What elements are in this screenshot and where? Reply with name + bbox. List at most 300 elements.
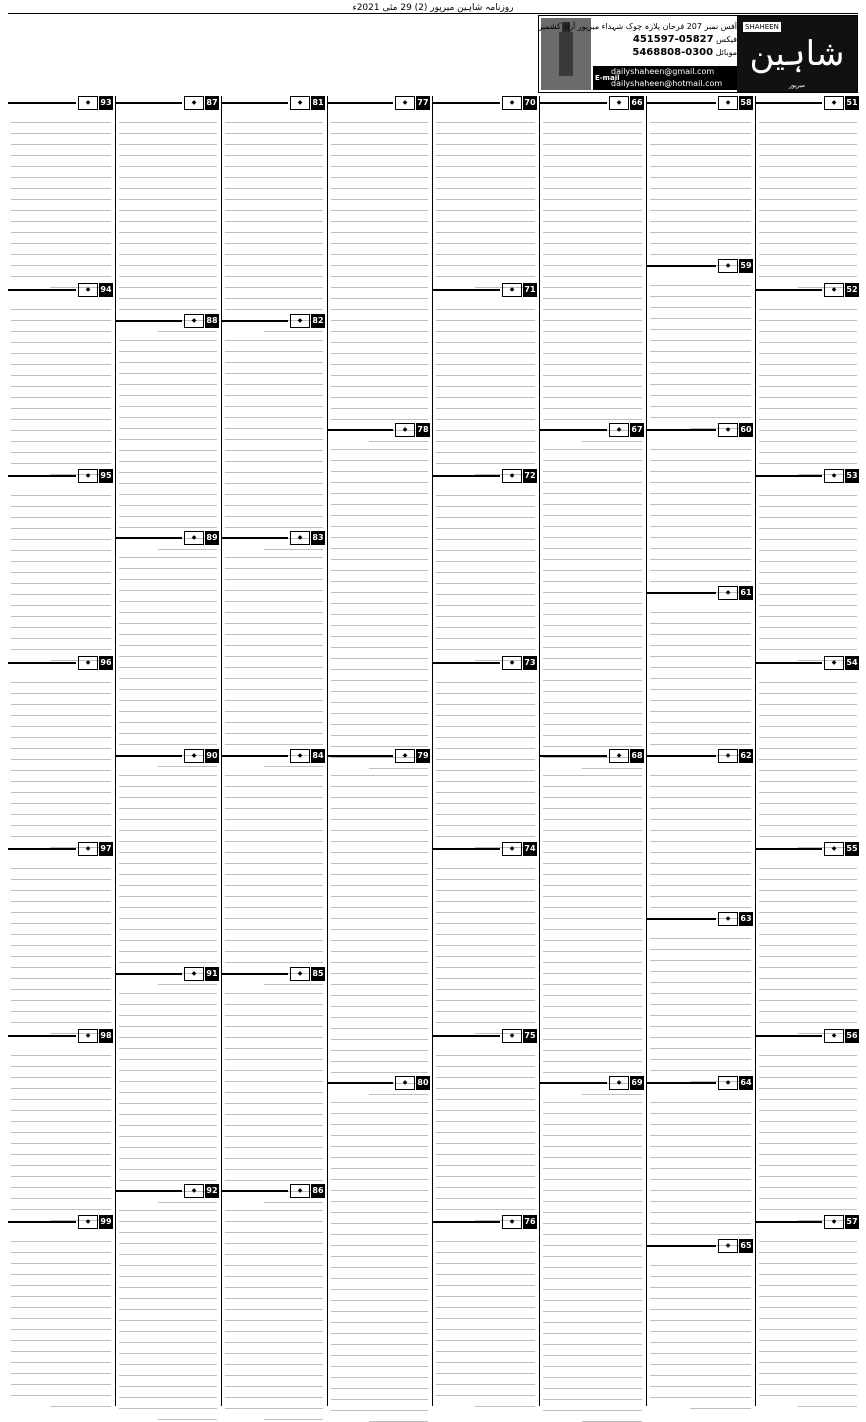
text-line (331, 1213, 428, 1224)
text-line (436, 990, 535, 1001)
stamp-icon: ◆ (824, 1029, 844, 1043)
text-line (436, 496, 535, 507)
text-line (759, 891, 857, 902)
text-line (650, 886, 751, 897)
text-line (759, 617, 857, 628)
text-line (11, 782, 111, 793)
text-line (543, 387, 642, 398)
text-line (650, 211, 751, 222)
text-line (650, 1255, 751, 1266)
text-line (759, 880, 857, 891)
text-line (119, 941, 217, 952)
notice-body (116, 112, 220, 312)
page-headline (0, 2, 866, 14)
stamp-icon: ◆ (718, 749, 738, 763)
text-line (331, 919, 428, 930)
notice-body (433, 299, 538, 468)
text-line (759, 551, 857, 562)
text-line (331, 1114, 428, 1125)
text-line (11, 968, 111, 979)
text-line (119, 1222, 217, 1233)
text-line (119, 363, 217, 374)
text-line (11, 628, 111, 639)
text-line (11, 979, 111, 990)
text-line (759, 398, 857, 409)
text-line (759, 299, 857, 310)
text-line (543, 461, 642, 472)
text-line (331, 1029, 428, 1040)
text-line (11, 332, 111, 343)
text-line (11, 771, 111, 782)
text-line (331, 787, 428, 798)
text-line (759, 145, 857, 156)
text-line (225, 1115, 323, 1126)
text-line (759, 1133, 857, 1144)
text-line (11, 595, 111, 606)
text-line (119, 765, 217, 776)
notice-body (540, 112, 645, 421)
text-line (119, 723, 217, 734)
text-line (11, 354, 111, 365)
text-line (436, 573, 535, 584)
text-line (436, 1155, 535, 1166)
text-line (543, 178, 642, 189)
text-line (759, 365, 857, 376)
notice-header (116, 96, 220, 110)
text-line (759, 332, 857, 343)
notice-number: 86 (311, 1184, 325, 1198)
text-line (331, 637, 428, 648)
text-line (650, 624, 751, 635)
text-line (225, 1299, 323, 1310)
text-line (436, 398, 535, 409)
text-line (650, 244, 751, 255)
notice-rule (116, 973, 182, 975)
notice-rule (647, 918, 716, 920)
text-line (331, 156, 428, 167)
text-line (331, 842, 428, 853)
text-line (436, 979, 535, 990)
stamp-icon: ◆ (78, 1029, 98, 1043)
text-line (225, 1082, 323, 1093)
text-line (225, 1376, 323, 1387)
stamp-icon: ◆ (78, 96, 98, 110)
text-line (225, 484, 323, 495)
notice-number: 52 (845, 283, 859, 297)
stamp-icon: ◆ (78, 1215, 98, 1229)
notice-header (756, 656, 860, 670)
notice-rule (328, 1082, 393, 1084)
notice-header (433, 469, 538, 483)
text-line (225, 1211, 323, 1222)
email-bar (593, 66, 737, 90)
text-line (225, 1093, 323, 1104)
text-line (11, 1275, 111, 1286)
text-line (11, 1100, 111, 1111)
stamp-icon: ◆ (609, 96, 629, 110)
text-line (543, 233, 642, 244)
notice-body (8, 1231, 114, 1400)
text-line (11, 189, 111, 200)
text-line (119, 897, 217, 908)
notice-body (540, 765, 645, 1074)
notice-number: 67 (630, 423, 644, 437)
text-line (650, 776, 751, 787)
text-line (759, 200, 857, 211)
text-line (650, 1027, 751, 1038)
text-line (650, 864, 751, 875)
text-line (759, 1253, 857, 1264)
text-line (331, 952, 428, 963)
text-line (119, 1387, 217, 1398)
text-line (225, 1255, 323, 1266)
text-line (543, 1191, 642, 1202)
notice-rule (222, 1190, 288, 1192)
text-line (119, 1200, 217, 1211)
col-8 (8, 96, 114, 1406)
text-line (119, 495, 217, 506)
text-line (331, 604, 428, 615)
text-line (331, 1268, 428, 1279)
col-3 (540, 96, 645, 1406)
text-line (11, 1133, 111, 1144)
text-line (759, 1100, 857, 1111)
text-line (650, 363, 751, 374)
text-line (11, 387, 111, 398)
text-line (11, 1067, 111, 1078)
text-line (11, 562, 111, 573)
notice-header (8, 1029, 114, 1043)
text-line (759, 420, 857, 431)
text-line (331, 1169, 428, 1180)
text-line (759, 255, 857, 266)
text-line (759, 409, 857, 420)
text-line (759, 376, 857, 387)
text-line (436, 1231, 535, 1242)
text-line (650, 134, 751, 145)
text-line (331, 571, 428, 582)
stamp-icon: ◆ (502, 283, 522, 297)
text-line (225, 255, 323, 266)
text-line (225, 569, 323, 580)
stamp-icon: ◆ (290, 314, 310, 328)
text-line (759, 1111, 857, 1122)
text-line (225, 396, 323, 407)
text-line (650, 494, 751, 505)
text-line (11, 134, 111, 145)
notice-number: 77 (416, 96, 430, 110)
text-line (331, 886, 428, 897)
text-line (11, 1253, 111, 1264)
notice-body (540, 1092, 645, 1401)
text-line (436, 1089, 535, 1100)
stamp-icon: ◆ (502, 656, 522, 670)
text-line (331, 461, 428, 472)
notice-body (433, 672, 538, 841)
text-line (119, 440, 217, 451)
text-line (11, 112, 111, 123)
text-line (759, 782, 857, 793)
text-line (543, 1345, 642, 1356)
text-line (650, 690, 751, 701)
text-line (119, 277, 217, 288)
text-line (759, 1330, 857, 1341)
text-line (119, 1398, 217, 1409)
notice-rule (647, 755, 716, 757)
text-line (331, 736, 428, 747)
notice-rule (647, 265, 716, 267)
text-line (436, 453, 535, 464)
text-line (225, 374, 323, 385)
text-line (119, 919, 217, 930)
text-line (119, 330, 217, 341)
text-line (543, 1312, 642, 1323)
text-line (436, 683, 535, 694)
notice-header (647, 96, 754, 110)
text-line (436, 562, 535, 573)
text-line (225, 820, 323, 831)
notice-body (647, 1092, 754, 1237)
text-line (11, 1199, 111, 1210)
stamp-icon: ◆ (718, 259, 738, 273)
notice-rule (222, 102, 288, 104)
text-line (331, 123, 428, 134)
text-line (543, 343, 642, 354)
text-line (543, 875, 642, 886)
text-line (11, 705, 111, 716)
text-line (759, 1319, 857, 1330)
text-line (436, 771, 535, 782)
text-line (225, 1126, 323, 1137)
masthead (538, 15, 858, 93)
text-line (759, 134, 857, 145)
text-line (543, 842, 642, 853)
text-line (119, 112, 217, 123)
text-line (119, 787, 217, 798)
text-line (331, 222, 428, 233)
text-line (11, 540, 111, 551)
text-line (543, 853, 642, 864)
text-line (11, 529, 111, 540)
text-line (759, 1275, 857, 1286)
text-line (759, 431, 857, 442)
text-line (11, 1166, 111, 1177)
text-line (650, 123, 751, 134)
text-line (119, 506, 217, 517)
text-line (650, 897, 751, 908)
text-line (11, 1352, 111, 1363)
notice-rule (540, 1082, 607, 1084)
text-line (225, 809, 323, 820)
text-line (759, 167, 857, 178)
text-line (759, 453, 857, 464)
text-line (119, 200, 217, 211)
tower-shape (559, 32, 573, 76)
col-5 (328, 96, 431, 1406)
text-line (225, 591, 323, 602)
text-line (759, 595, 857, 606)
text-line (225, 517, 323, 528)
notice-number: 81 (311, 96, 325, 110)
text-line (650, 723, 751, 734)
text-line (759, 387, 857, 398)
text-line (119, 145, 217, 156)
text-line (11, 321, 111, 332)
text-line (759, 1286, 857, 1297)
text-line (11, 869, 111, 880)
text-line (225, 1321, 323, 1332)
text-line (650, 341, 751, 352)
text-line (543, 1114, 642, 1125)
notice-body (116, 765, 220, 965)
text-line (543, 831, 642, 842)
text-line (436, 738, 535, 749)
text-line (436, 123, 535, 134)
text-line (759, 529, 857, 540)
text-line (543, 648, 642, 659)
text-line (543, 112, 642, 123)
text-line (331, 1378, 428, 1389)
text-line (543, 321, 642, 332)
text-line (119, 668, 217, 679)
notice-number: 94 (99, 283, 113, 297)
column-separator (115, 96, 116, 1406)
text-line (759, 321, 857, 332)
text-line (331, 310, 428, 321)
text-line (543, 310, 642, 321)
text-line (119, 558, 217, 569)
text-line (11, 727, 111, 738)
notice-header (222, 967, 326, 981)
text-line (331, 1356, 428, 1367)
notice-number: 79 (416, 749, 430, 763)
notice-number: 74 (523, 842, 537, 856)
text-line (11, 1297, 111, 1308)
notice-body (756, 858, 860, 1027)
text-line (543, 123, 642, 134)
text-line (331, 167, 428, 178)
text-line (119, 1137, 217, 1148)
column-separator (539, 96, 540, 1406)
text-line (331, 582, 428, 593)
text-line (225, 418, 323, 429)
notice-number: 59 (739, 259, 753, 273)
text-line (543, 538, 642, 549)
text-line (543, 1103, 642, 1114)
text-line (650, 1049, 751, 1060)
text-line (436, 540, 535, 551)
notice-header (756, 469, 860, 483)
text-line (11, 1111, 111, 1122)
notice-header (8, 96, 114, 110)
text-line (543, 549, 642, 560)
text-line (543, 593, 642, 604)
text-line (436, 211, 535, 222)
text-line (11, 683, 111, 694)
notice-number: 68 (630, 749, 644, 763)
text-line (650, 961, 751, 972)
text-line (225, 266, 323, 277)
stamp-icon: ◆ (290, 96, 310, 110)
notice-rule (433, 475, 500, 477)
notice-rule (222, 537, 288, 539)
text-line (650, 549, 751, 560)
stamp-icon: ◆ (502, 469, 522, 483)
text-line (11, 1374, 111, 1385)
notice-rule (433, 848, 500, 850)
text-line (543, 189, 642, 200)
text-line (650, 319, 751, 330)
text-line (225, 1148, 323, 1159)
text-line (11, 606, 111, 617)
text-line (650, 112, 751, 123)
notice-number: 91 (205, 967, 219, 981)
notice-body (328, 765, 431, 1074)
text-line (543, 1169, 642, 1180)
text-line (331, 1147, 428, 1158)
text-line (331, 145, 428, 156)
text-line (331, 560, 428, 571)
text-line (650, 222, 751, 233)
notice-header (756, 842, 860, 856)
notice-body (647, 112, 754, 257)
text-line (650, 407, 751, 418)
text-line (119, 1049, 217, 1060)
text-line (759, 1352, 857, 1363)
text-line (650, 787, 751, 798)
text-line (11, 1078, 111, 1089)
text-line (759, 738, 857, 749)
text-line (543, 1334, 642, 1345)
text-line (11, 1144, 111, 1155)
text-line (119, 134, 217, 145)
notice-number: 96 (99, 656, 113, 670)
notice-body (222, 112, 326, 312)
text-line (759, 1067, 857, 1078)
text-line (331, 930, 428, 941)
text-line (759, 211, 857, 222)
text-line (650, 701, 751, 712)
email-1: dailyshaheen@gmail.com (611, 67, 715, 76)
text-line (543, 244, 642, 255)
text-line (543, 560, 642, 571)
headline-rule (8, 13, 858, 14)
text-line (264, 1409, 323, 1420)
text-line (331, 387, 428, 398)
text-line (331, 200, 428, 211)
notice-rule (756, 475, 822, 477)
text-line (759, 672, 857, 683)
text-line (436, 727, 535, 738)
text-line (543, 505, 642, 516)
notice-header (116, 967, 220, 981)
text-line (225, 842, 323, 853)
text-line (436, 716, 535, 727)
text-line (759, 540, 857, 551)
text-line (650, 994, 751, 1005)
text-line (475, 1396, 535, 1407)
text-line (119, 842, 217, 853)
text-line (119, 1233, 217, 1244)
text-line (11, 1045, 111, 1056)
notice-body (8, 299, 114, 468)
text-line (759, 628, 857, 639)
column-separator (432, 96, 433, 1406)
text-line (119, 1255, 217, 1266)
text-line (650, 1092, 751, 1103)
text-line (331, 1235, 428, 1246)
text-line (225, 112, 323, 123)
